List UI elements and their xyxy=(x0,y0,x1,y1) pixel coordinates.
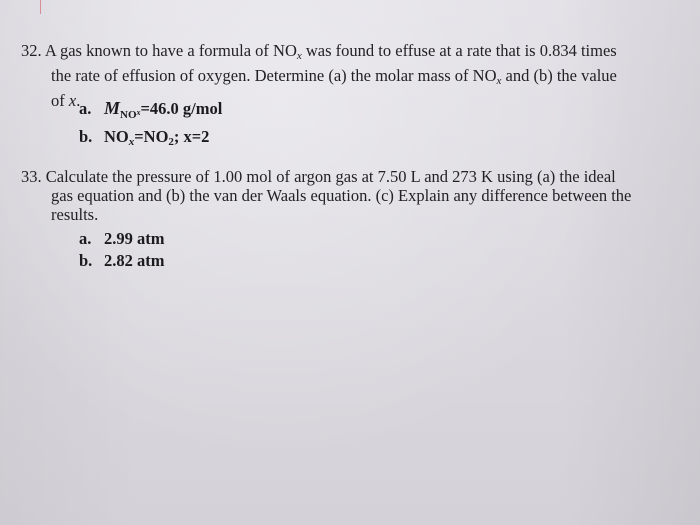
problem-33-line-2: gas equation and (b) the van der Waals equation. (c) Explain any difference between the xyxy=(51,186,632,205)
problem-32-number: 32. xyxy=(21,41,42,60)
problem-33-answer-b: b. 2.82 atm xyxy=(79,251,165,270)
problem-33-line-3: results. xyxy=(51,205,99,224)
problem-33-answers xyxy=(79,228,165,272)
problem-33-number: 33. xyxy=(21,167,42,186)
problem-32-answer-b: b. NOx=NO2; x=2 xyxy=(79,127,210,148)
problem-33-line-1: 33. Calculate the pressure of 1.00 mol of argon gas at 7.50 L and 273 K using (a) the ideal xyxy=(21,167,616,186)
problem-33 xyxy=(21,167,686,224)
problem-32-line-3: of x. xyxy=(51,91,81,110)
problem-32-answers xyxy=(79,97,222,153)
margin-line xyxy=(40,0,41,14)
problem-33-answer-a: a. 2.99 atm xyxy=(79,229,165,248)
problem-32-answer-a: a. $M_{NO^x}=46.0$ g/mol xyxy=(79,98,223,121)
problem-32-line-1: 32. A gas known to have a formula of NOx was found to effuse at a rate that is 0.834 times xyxy=(21,41,617,62)
problem-32-line-2: the rate of effusion of oxygen. Determine (a) the molar mass of NOx and (b) the value xyxy=(51,66,617,87)
